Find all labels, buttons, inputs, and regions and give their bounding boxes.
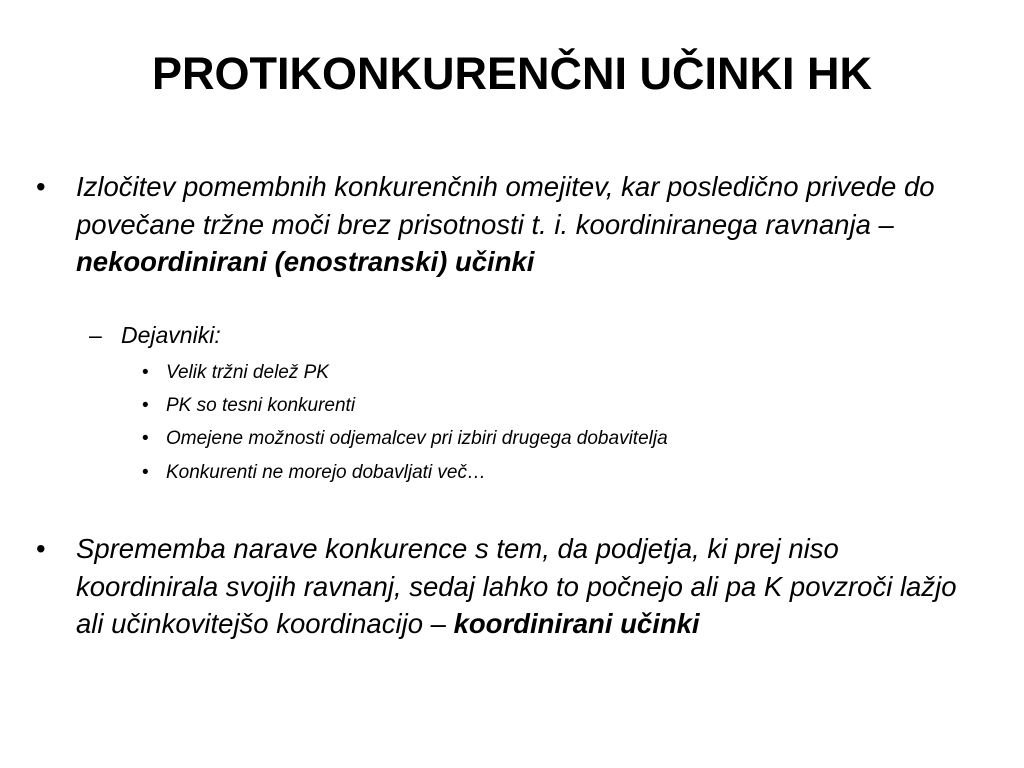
sub-bullet-marker: • [142,462,149,483]
sub-item-text: Omejene možnosti odjemalcev pri izbiri drugega dobavitelja [166,428,668,449]
sub-bullet-marker: • [142,428,149,449]
sub-item-3 [142,426,668,452]
bullet-marker: • [36,171,46,202]
sub-item-text: Konkurenti ne morejo dobavljati več… [166,462,487,483]
sub-heading-text: Dejavniki: [121,322,221,348]
sub-item-1 [142,360,329,386]
bullet-text: Sprememba narave konkurence s tem, da podjetja, ki prej niso koordinirala svojih ravnanj, sedaj lahko to počnejo ali pa K povzroči lažjo ali učinkovitejšo koordinacijo – [76,533,957,639]
bullet-item-2 [36,530,981,643]
sub-bullet-marker: • [142,362,149,383]
bullet-emphasis: nekoordinirani (enostranski) učinki [76,246,535,277]
sub-bullet-marker: • [142,395,149,416]
bullet-emphasis: koordinirani učinki [453,608,700,639]
sub-item-4 [142,460,487,486]
bullet-item-1 [36,168,981,281]
slide-title: PROTIKONKURENČNI UČINKI HK [152,48,872,99]
dash-marker: – [89,322,102,348]
sub-item-text: PK so tesni konkurenti [166,395,356,416]
bullet-marker: • [36,533,46,564]
sub-heading-dejavniki [89,319,221,351]
sub-item-text: Velik tržni delež PK [166,362,329,383]
bullet-text: Izločitev pomembnih konkurenčnih omejitev, kar posledično privede do povečane tržne moči brez prisotnosti t. i. koordiniranega ravnanja – [76,171,935,240]
sub-item-2 [142,393,356,419]
